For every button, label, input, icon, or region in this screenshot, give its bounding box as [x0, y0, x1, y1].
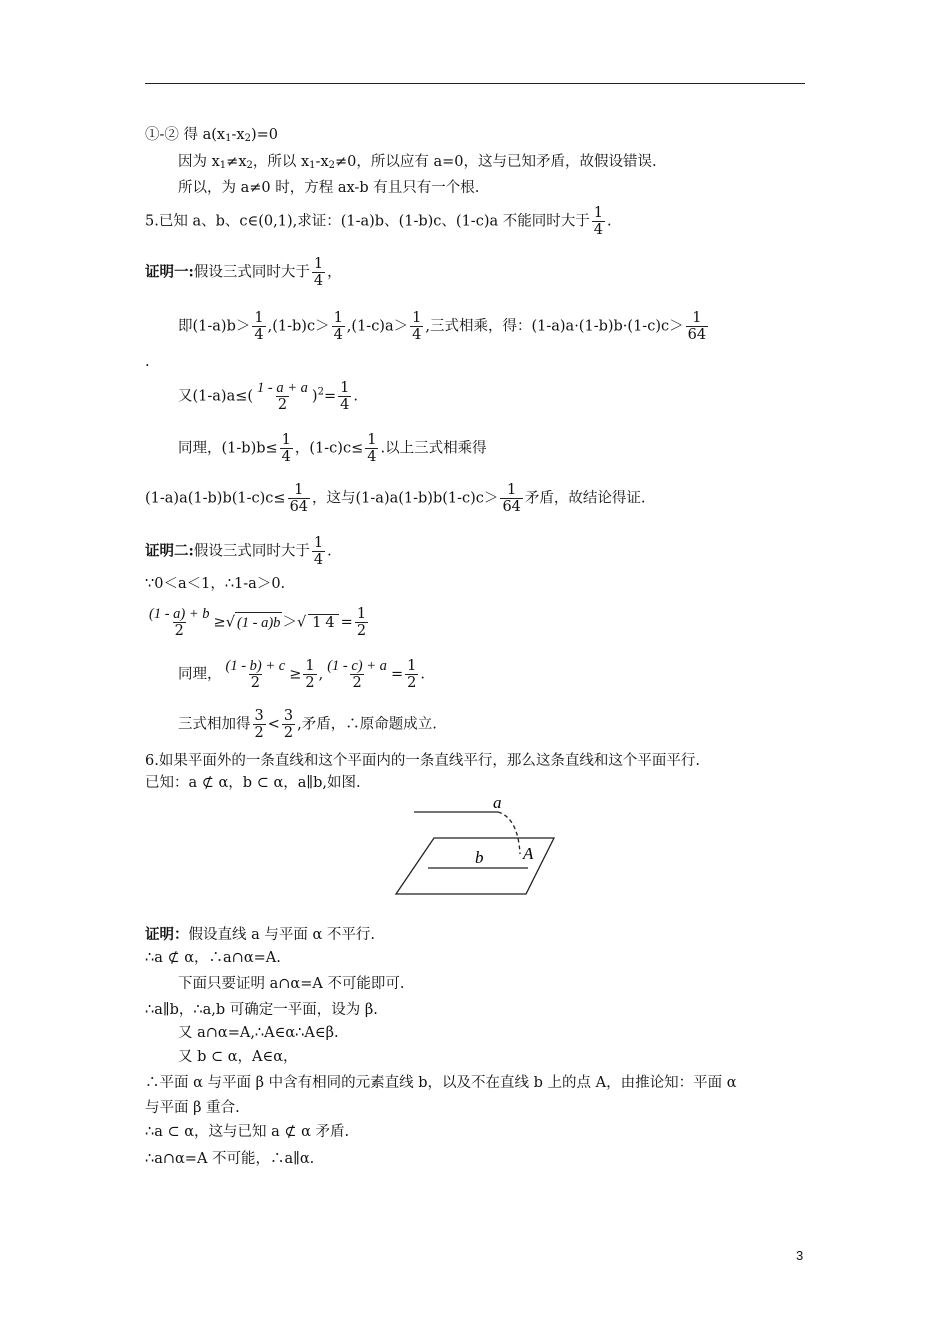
proof2-because: ∵0＜a＜1，∴1-a＞0.	[145, 576, 286, 592]
proof1-multiply: 即(1-a)b＞ $\frac{1}{4}$ ,(1-b)c＞ $\frac{1}{4}$ ,(1-c)a＞ $\frac{1}{4}$ ,三式相乘，得：(1-a)a·(1-b)b·(1-c)c＞ $\frac{1}{64}$	[178, 310, 707, 343]
step-9: ∴a∩α=A 不可能，∴a∥α.	[145, 1151, 315, 1167]
proof1-period: .	[145, 354, 150, 370]
proof1-inequality: 又(1-a)a≤( $\frac{1 - a + a}{2}$ )$^2$= $\frac{1}{4}$ .	[178, 380, 358, 413]
step-5: 又 b ⊂ α，A∈α，	[178, 1049, 298, 1065]
label-b: b	[475, 848, 484, 867]
proof1-contradiction: (1-a)a(1-b)b(1-c)c≤ $\frac{1}{64}$ ，这与(1-a)a(1-b)b(1-c)c＞ $\frac{1}{64}$ 矛盾，故结论得证.	[145, 482, 646, 515]
proof1-similarly: 同理，(1-b)b≤ $\frac{1}{4}$ ，(1-c)c≤ $\frac{1}{4}$ .以上三式相乘得	[178, 432, 487, 465]
step-1: ∴a ⊄ α，∴a∩α=A.	[145, 950, 281, 966]
step-4: 又 a∩α=A,∴A∈α∴A∈β.	[178, 1025, 339, 1041]
line-because: 因为 $x_1\ne x_2$，所以 $x_1-x_2\ne 0$，所以应有 a=0，这与已知矛盾，故假设错误.	[178, 154, 657, 171]
header-rule	[145, 83, 805, 84]
label-a: a	[493, 794, 502, 812]
step-3: ∴a∥b，∴a,b 可确定一平面，设为 β.	[145, 1002, 378, 1018]
proof2-sum: 三式相加得 $\frac{3}{2}$ < $\frac{3}{2}$ ,矛盾，∴原命题成立.	[178, 708, 437, 741]
proof2-amgm: $\frac{(1 - a) + b}{2}$ ≥√ (1 - a)b ＞√ 1 4 = $\frac{1}{2}$	[149, 606, 367, 639]
proof3-header: 证明：假设直线 a 与平面 α 不平行.	[145, 926, 375, 943]
given-line: 已知：a ⊄ α，b ⊂ α，a∥b,如图.	[145, 775, 361, 791]
line-conclusion4: 所以，为 a≠0 时，方程 ax-b 有且只有一个根.	[178, 180, 480, 196]
problem-6: 6.如果平面外的一条直线和这个平面内的一条直线平行，那么这条直线和这个平面平行.	[145, 753, 700, 769]
plane-figure	[390, 794, 565, 898]
proof1-header: 证明一:假设三式同时大于 $\frac{1}{4}$ ，	[145, 256, 342, 289]
proof2-header: 证明二:假设三式同时大于 $\frac{1}{4}$ .	[145, 535, 332, 568]
page-number: 3	[796, 1248, 804, 1263]
label-A: A	[523, 844, 534, 863]
problem-5: 5.已知 a、b、c∈(0,1),求证：(1-a)b、(1-b)c、(1-c)a 不能同时大于 $\frac{1}{4}$ .	[145, 205, 612, 238]
step-8: ∴a ⊂ α，这与已知 a ⊄ α 矛盾.	[145, 1124, 350, 1140]
step-7: 与平面 β 重合.	[145, 1100, 240, 1116]
line-subtract: ①-② 得 $a(x_1-x_2)=0$	[145, 127, 278, 144]
step-6: ∴平面 α 与平面 β 中含有相同的元素直线 b，以及不在直线 b 上的点 A，由推论知：平面 α	[145, 1075, 737, 1091]
step-2: 下面只要证明 a∩α=A 不可能即可.	[178, 976, 405, 992]
proof2-similarly: 同理， $\frac{(1 - b) + c}{2}$ ≥ $\frac{1}{2}$ , $\frac{(1 - c) + a}{2}$ = $\frac{1}{2}$ .	[178, 658, 425, 691]
line-a-hidden	[498, 812, 520, 854]
